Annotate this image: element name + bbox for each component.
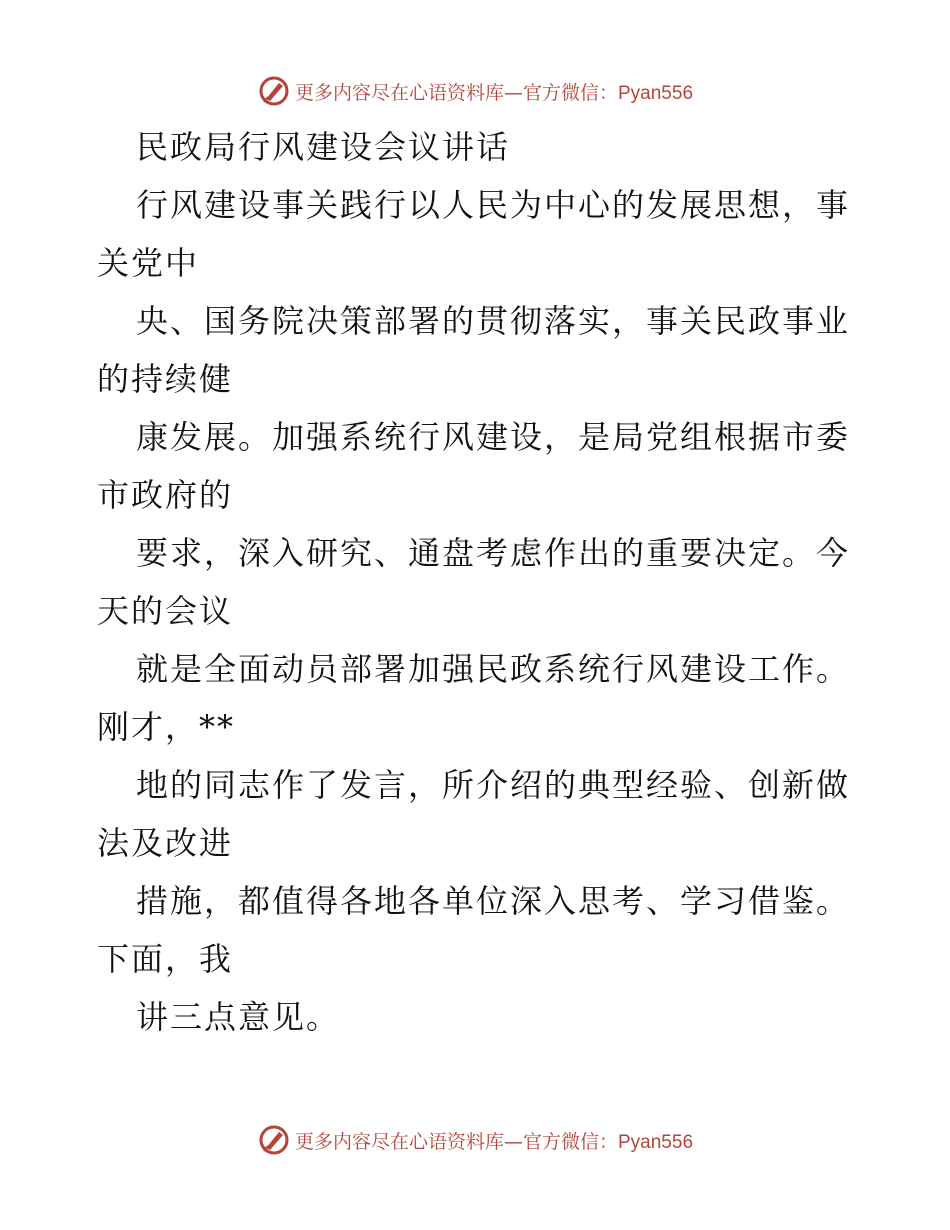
paragraph-line: 天的会议: [97, 592, 234, 630]
paragraph-line: 市政府的: [97, 476, 234, 514]
header-watermark-banner: [0, 71, 950, 111]
paragraph-line: 央、国务院决策部署的贯彻落实，事关民政事业: [136, 302, 851, 340]
paragraph-line: 关党中: [97, 244, 200, 282]
paragraph-line: 地的同志作了发言，所介绍的典型经验、创新做: [136, 766, 851, 804]
paragraph-line: 要求，深入研究、通盘考虑作出的重要决定。今: [136, 534, 851, 572]
paragraph-line: 康发展。加强系统行风建设，是局党组根据市委: [136, 418, 851, 456]
watermark-handle: Pyan556: [618, 1131, 694, 1153]
paragraph-line: 下面，我: [97, 940, 234, 978]
watermark-handle: Pyan556: [618, 82, 694, 104]
paragraph-line: 行风建设事关践行以人民为中心的发展思想，事: [136, 186, 851, 224]
quill-pen-logo-icon: [257, 74, 291, 108]
paragraph-line: 的持续健: [97, 360, 234, 398]
paragraph-line: 就是全面动员部署加强民政系统行风建设工作。: [136, 650, 851, 688]
footer-watermark-banner: [0, 1120, 950, 1160]
paragraph-line: 法及改进: [97, 824, 234, 862]
paragraph-line: 措施，都值得各地各单位深入思考、学习借鉴。: [136, 882, 851, 920]
paragraph-line: 刚才，**: [97, 708, 236, 746]
paragraph-line: 讲三点意见。: [136, 998, 341, 1036]
quill-pen-logo-icon: [257, 1123, 291, 1157]
document-title: 民政局行风建设会议讲话: [136, 128, 511, 166]
watermark-text: 更多内容尽在心语资料库—官方微信：Pyan556: [294, 1130, 694, 1153]
watermark-text: 更多内容尽在心语资料库—官方微信：Pyan556: [294, 81, 694, 104]
